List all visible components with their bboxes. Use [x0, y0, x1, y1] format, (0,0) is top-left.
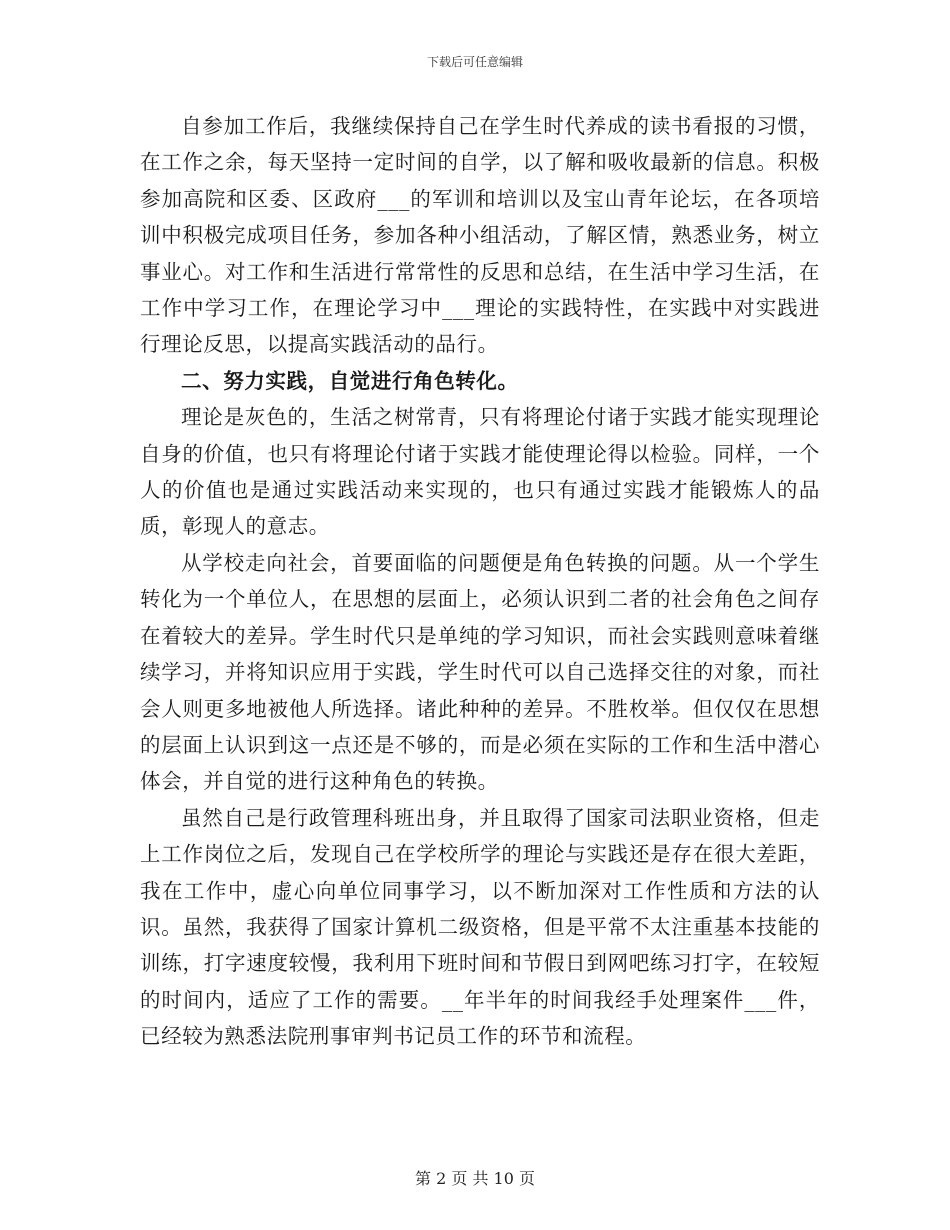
paragraph-work-experience: 虽然自己是行政管理科班出身，并且取得了国家司法职业资格，但走上工作岗位之后，发现自己在学校所学的理论与实践还是存在很大差距，我在工作中，虚心向单位同事学习，以不断加深对工作性质和方法的认识。虽然，我获得了国家计算机二级资格，但是平常不太注重基本技能的训练，打字速度较慢，我利用下班时间和节假日到网吧练习打字，在较短的时间内，适应了工作的需要。__年半年的时间我经手处理案件___件，已经较为熟悉法院刑事审判书记员工作的环节和流程。: [140, 805, 820, 1049]
section-heading-2: 二、努力实践，自觉进行角色转化。: [181, 368, 519, 393]
page-header: 下载后可任意编辑: [426, 55, 523, 69]
paragraph-theory-practice: 理论是灰色的，生活之树常青，只有将理论付诸于实践才能实现理论自身的价值，也只有将理论付诸于实践才能使理论得以检验。同样，一个人的价值也是通过实践活动来实现的，也只有通过实践才能锻炼人的品质，彰现人的意志。: [140, 405, 820, 539]
page-number-footer: 第 2 页 共 10 页: [415, 1169, 535, 1188]
paragraph-role-transition: 从学校走向社会，首要面临的问题便是角色转换的问题。从一个学生转化为一个单位人，在思想的层面上，必须认识到二者的社会角色之间存在着较大的差异。学生时代只是单纯的学习知识，而社会实践则意味着继续学习，并将知识应用于实践，学生时代可以自己选择交往的对象，而社会人则更多地被他人所选择。诸此种种的差异。不胜枚举。但仅仅在思想的层面上认识到这一点还是不够的，而是必须在实际的工作和生活中潜心体会，并自觉的进行这种角色的转换。: [140, 550, 820, 794]
paragraph-self-study: 自参加工作后，我继续保持自己在学生时代养成的读书看报的习惯，在工作之余，每天坚持一定时间的自学，以了解和吸收最新的信息。积极参加高院和区委、区政府___的军训和培训以及宝山青年论坛，在各项培训中积极完成项目任务，参加各种小组活动，了解区情，熟悉业务，树立事业心。对工作和生活进行常常性的反思和总结，在生活中学习生活，在工作中学习工作，在理论学习中___理论的实践特性，在实践中对实践进行理论反思，以提高实践活动的品行。: [140, 114, 820, 357]
document-body: [140, 108, 820, 1055]
